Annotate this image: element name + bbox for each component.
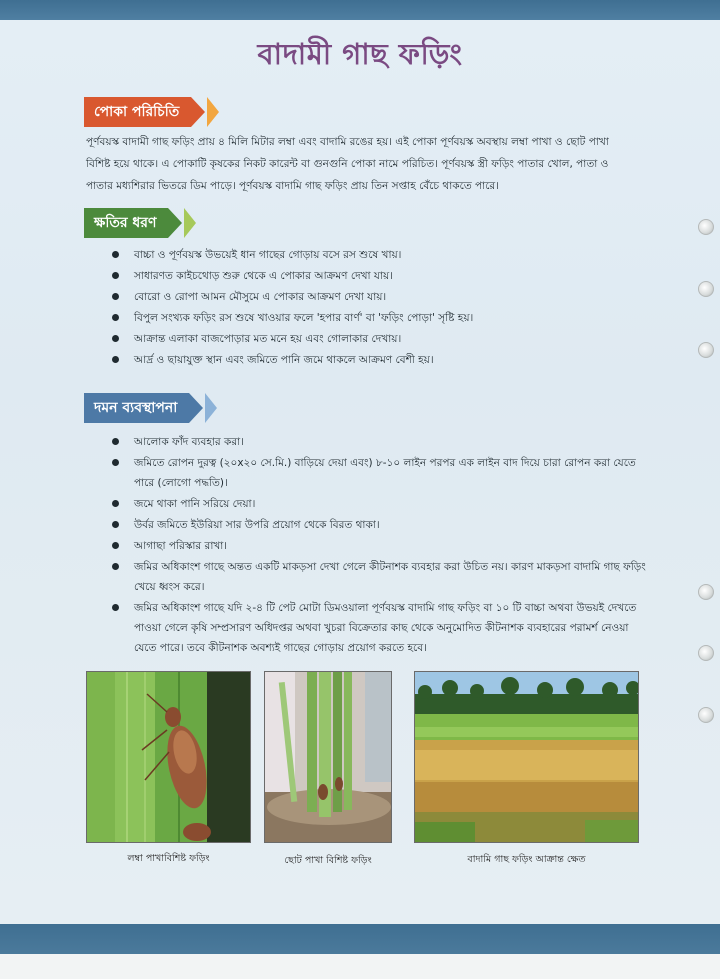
binder-hole-icon — [698, 707, 714, 723]
heading-arrow-icon — [191, 97, 205, 127]
list-item-text: বোরো ও রোপা আমন মৌসুমে এ পোকার আক্রমণ দেখা যায়। — [134, 291, 387, 303]
figure-caption: বাদামি গাছ ফড়িং আক্রান্ত ক্ষেত — [467, 854, 586, 865]
list-item — [104, 350, 649, 370]
list-item — [104, 245, 649, 265]
intro-line: পাতার মধ্যশিরার ভিতরে ডিম পাড়ে। পূর্ণবয়স্ক বাদামি গাছ ফড়িং প্রায় তিন সপ্তাহ বেঁচে থাকতে পারে। — [86, 180, 499, 192]
bullet-icon — [112, 563, 119, 570]
figure-caption: ছোট পাখা বিশিষ্ট ফড়িং — [284, 855, 372, 866]
intro-line: পূর্ণবয়স্ক বাদামী গাছ ফড়িং প্রায় ৪ মিলি মিটার লম্বা এবং বাদামি রঙের হয়। এই পোকা পূর্ণবয়স্ক অবস্থায় লম্বা পাখা ও ছোট পাখা — [86, 136, 609, 148]
heading-arrow-icon — [207, 97, 219, 127]
list-item — [104, 308, 649, 328]
list-item — [104, 329, 649, 349]
bullet-icon — [112, 272, 119, 279]
section-heading-intro-label: পোকা পরিচিতি — [84, 97, 191, 127]
list-item-text: উর্বর জমিতে ইউরিয়া সার উপরি প্রয়োগ থেকে বিরত থাকা। — [134, 519, 380, 531]
bullet-icon — [112, 314, 119, 321]
bullet-icon — [112, 542, 119, 549]
list-item — [104, 453, 649, 493]
list-item-text: জমে থাকা পানি সরিয়ে দেয়া। — [134, 498, 256, 510]
bullet-icon — [112, 604, 119, 611]
hopper-at-base-image — [265, 672, 392, 843]
bullet-icon — [112, 251, 119, 258]
hopper-on-stem-image — [87, 672, 251, 843]
figure-caption: লম্বা পাখাবিশিষ্ট ফড়িং — [127, 853, 210, 864]
bullet-icon — [112, 293, 119, 300]
heading-arrow-icon — [184, 208, 196, 238]
list-item-text: বাচ্চা ও পূর্ণবয়স্ক উভয়েই ধান গাছের গোড়ায় বসে রস শুষে খায়। — [134, 249, 402, 261]
list-item-text: আগাছা পরিস্কার রাখা। — [134, 540, 228, 552]
bullet-icon — [112, 459, 119, 466]
list-item-text: জমিতে রোপন দুরত্ব (২০x২০ সে.মি.) বাড়িয়ে দেয়া এবং) ৮-১০ লাইন পরপর এক লাইন বাদ দিয়ে চারা রোপন করা যেতে পারে (লোগো পদ্ধতি)। — [134, 457, 636, 489]
list-item — [104, 515, 649, 535]
section-heading-damage — [84, 208, 196, 238]
binder-hole-icon — [698, 645, 714, 661]
figure-long-winged-hopper — [86, 671, 251, 843]
infested-field-image — [415, 672, 639, 843]
list-item — [104, 598, 649, 658]
bullet-icon — [112, 500, 119, 507]
binder-hole-icon — [698, 584, 714, 600]
list-item-text: আর্দ্র ও ছায়াযুক্ত স্থান এবং জমিতে পানি জমে থাকলে আক্রমণ বেশী হয়। — [134, 354, 434, 366]
list-item — [104, 266, 649, 286]
list-item — [104, 557, 649, 597]
bullet-icon — [112, 521, 119, 528]
list-item-text: জমির অধিকাংশ গাছে যদি ২-৪ টি পেট মোটা ডিমওয়ালা পূর্ণবয়স্ক বাদামি গাছ ফড়িং বা ১০ টি বাচ্চা অথবা উভয়ই দেখতে পাওয়া গেলে কৃষি সম্প্রসারণ অধিদপ্তর অথবা খুচরা বিক্রেতার কাছ থেকে অনুমোদিত কীটনাশক ব্যবহারের পরামর্শ নেওয়া যেতে পারে। তবে কীটনাশক অবশ্যই গাছের গোড়ায় প্রয়োগ করতে হবে। — [134, 602, 637, 654]
heading-arrow-icon — [189, 393, 203, 423]
list-item-text: আলোক ফাঁদ ব্যবহার করা। — [134, 436, 244, 448]
list-item-text: আক্রান্ত এলাকা বাজপোড়ার মত মনে হয় এবং গোলাকার দেখায়। — [134, 333, 402, 345]
figure-short-winged-hopper — [264, 671, 392, 843]
list-item-text: সাধারণত কাইচথোড় শুরু থেকে এ পোকার আক্রমণ দেখা যায়। — [134, 270, 393, 282]
bullet-icon — [112, 438, 119, 445]
list-item — [104, 536, 649, 556]
section-heading-control-label: দমন ব্যবস্থাপনা — [84, 393, 189, 423]
intro-line: বিশিষ্ট হয়ে থাকে। এ পোকাটি কৃষকের নিকট কারেন্ট বা গুনগুনি পোকা নামে পরিচিত। পূর্ণবয়স্ক স্ত্রী ফড়িং পাতার খোল, পাতা ও — [86, 158, 609, 170]
list-item — [104, 432, 649, 452]
bullet-icon — [112, 356, 119, 363]
list-item-text: জমির অধিকাংশ গাছে অন্তত একটি মাকড়সা দেখা গেলে কীটনাশক ব্যবহার করা উচিত নয়। কারণ মাকড়সা বাদামি গাছ ফড়িং খেয়ে ধ্বংস করে। — [134, 561, 646, 593]
intro-paragraph — [86, 131, 646, 197]
section-heading-damage-label: ক্ষতির ধরণ — [84, 208, 168, 238]
page-title: বাদামী গাছ ফড়িং — [257, 37, 463, 71]
heading-arrow-icon — [205, 393, 217, 423]
list-item-text: বিপুল সংখ্যক ফড়িং রস শুষে খাওয়ার ফলে 'হপার বার্ণ' বা 'ফড়িং পোড়া' সৃষ্টি হয়। — [134, 312, 474, 324]
damage-list — [104, 245, 649, 371]
list-item — [104, 287, 649, 307]
control-list — [104, 432, 649, 659]
list-item — [104, 494, 649, 514]
bottom-band — [0, 924, 720, 954]
top-band — [0, 0, 720, 20]
figure-infested-field — [414, 671, 639, 843]
section-heading-intro — [84, 97, 219, 127]
binder-hole-icon — [698, 342, 714, 358]
binder-hole-icon — [698, 281, 714, 297]
bullet-icon — [112, 335, 119, 342]
heading-arrow-icon — [168, 208, 182, 238]
section-heading-control — [84, 393, 217, 423]
binder-hole-icon — [698, 219, 714, 235]
